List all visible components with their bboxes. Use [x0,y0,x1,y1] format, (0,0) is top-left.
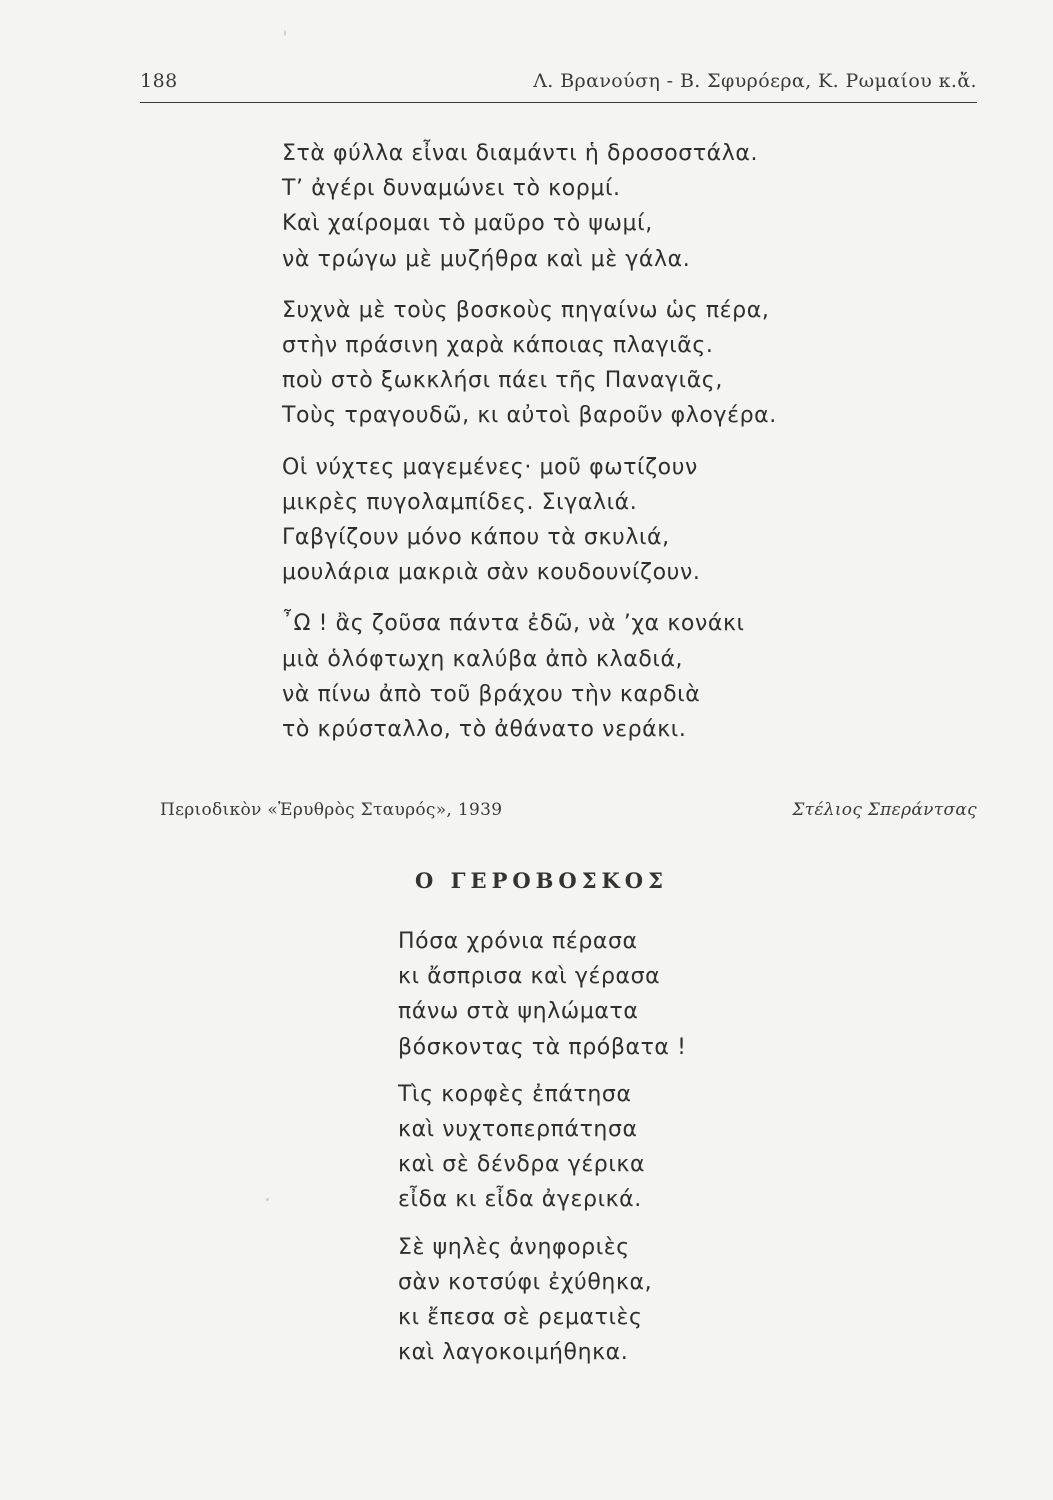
poem-line: Οἱ νύχτες μαγεμένες· μοῦ φωτίζουν [282,454,698,480]
stanza [282,450,777,591]
poem-line: Τὶς κορφὲς ἐπάτησα [398,1081,632,1107]
poem-line: εἶδα κι εἶδα ἀγερικά. [398,1187,642,1213]
poem-line: Γαβγίζουν μόνο κάπου τὰ σκυλιά, [282,525,670,551]
poem-line: Σὲ ψηλὲς ἀνηφοριὲς [398,1234,630,1260]
poem-line: σὰν κοτσύφι ἐχύθηκα, [398,1269,653,1295]
poem-line: Καὶ χαίρομαι τὸ μαῦρο τὸ ψωμί, [282,211,653,237]
poem-line: καὶ σὲ δένδρα γέρικα [398,1152,646,1178]
poem-line: μικρὲς πυγολαμπίδες. Σιγαλιά. [282,489,638,515]
stanza [398,1230,687,1371]
running-title: Λ. Βρανούση - Β. Σφυρόερα, Κ. Ρωμαίου κ.ἄ. [533,70,977,92]
poem-line: καὶ λαγοκοιμήθηκα. [398,1340,629,1366]
running-header [140,66,977,103]
poem-line: κι ἄσπρισα καὶ γέρασα [398,964,661,990]
poem-line: Στὰ φύλλα εἶναι διαμάντι ἡ δροσοστάλα. [282,141,759,166]
poem-line: τὸ κρύσταλλο, τὸ ἀθάνατο νεράκι. [282,717,687,743]
poem-line: νὰ τρώγω μὲ μυζήθρα καὶ μὲ γάλα. [282,246,691,272]
poem-line: Τοὺς τραγουδῶ, κι αὐτοὶ βαροῦν φλογέρα. [282,403,777,429]
poem-line: νὰ πίνω ἀπὸ τοῦ βράχου τὴν καρδιὰ [282,681,701,707]
poem-second [398,924,687,1382]
page-number: 188 [140,70,178,92]
paper-speck [266,1198,269,1201]
poem-line: κι ἔπεσα σὲ ρεματιὲς [398,1305,643,1331]
stanza [282,606,777,747]
poem-line: μουλάρια μακριὰ σὰν κουδουνίζουν. [282,560,701,586]
poem-first [282,136,777,763]
poem-line: βόσκοντας τὰ πρόβατα ! [398,1034,687,1060]
source-citation: Περιοδικὸν «Ἐρυθρὸς Σταυρός», 1939 [160,800,503,820]
poem-line: πάνω στὰ ψηλώματα [398,999,639,1025]
poem-line: μιὰ ὁλόφτωχη καλύβα ἀπὸ κλαδιά, [282,646,684,672]
poem-line: Πόσα χρόνια πέρασα [398,929,638,954]
poem-title: Ο ΓΕΡΟΒΟΣΚΟΣ [415,868,668,893]
poem-line: Συχνὰ μὲ τοὺς βοσκοὺς πηγαίνω ὡς πέρα, [282,297,770,323]
stanza [398,1077,687,1218]
stanza [398,924,687,1065]
poem-line: Τ’ ἀγέρι δυναμώνει τὸ κορμί. [282,176,621,202]
poem-line: στὴν πράσινη χαρὰ κάποιας πλαγιᾶς. [282,333,714,359]
paper-speck [284,30,286,36]
poem-line: ποὺ στὸ ξωκκλήσι πάει τῆς Παναγιᾶς, [282,368,723,394]
author-name: Στέλιος Σπεράντσας [792,800,977,820]
poem-attribution [160,800,977,830]
stanza [282,293,777,434]
stanza [282,136,777,277]
poem-line: ῏Ω ! ἂς ζοῦσα πάντα ἐδῶ, νὰ ’χα κονάκι [282,611,745,637]
poem-line: καὶ νυχτοπερπάτησα [398,1117,638,1143]
